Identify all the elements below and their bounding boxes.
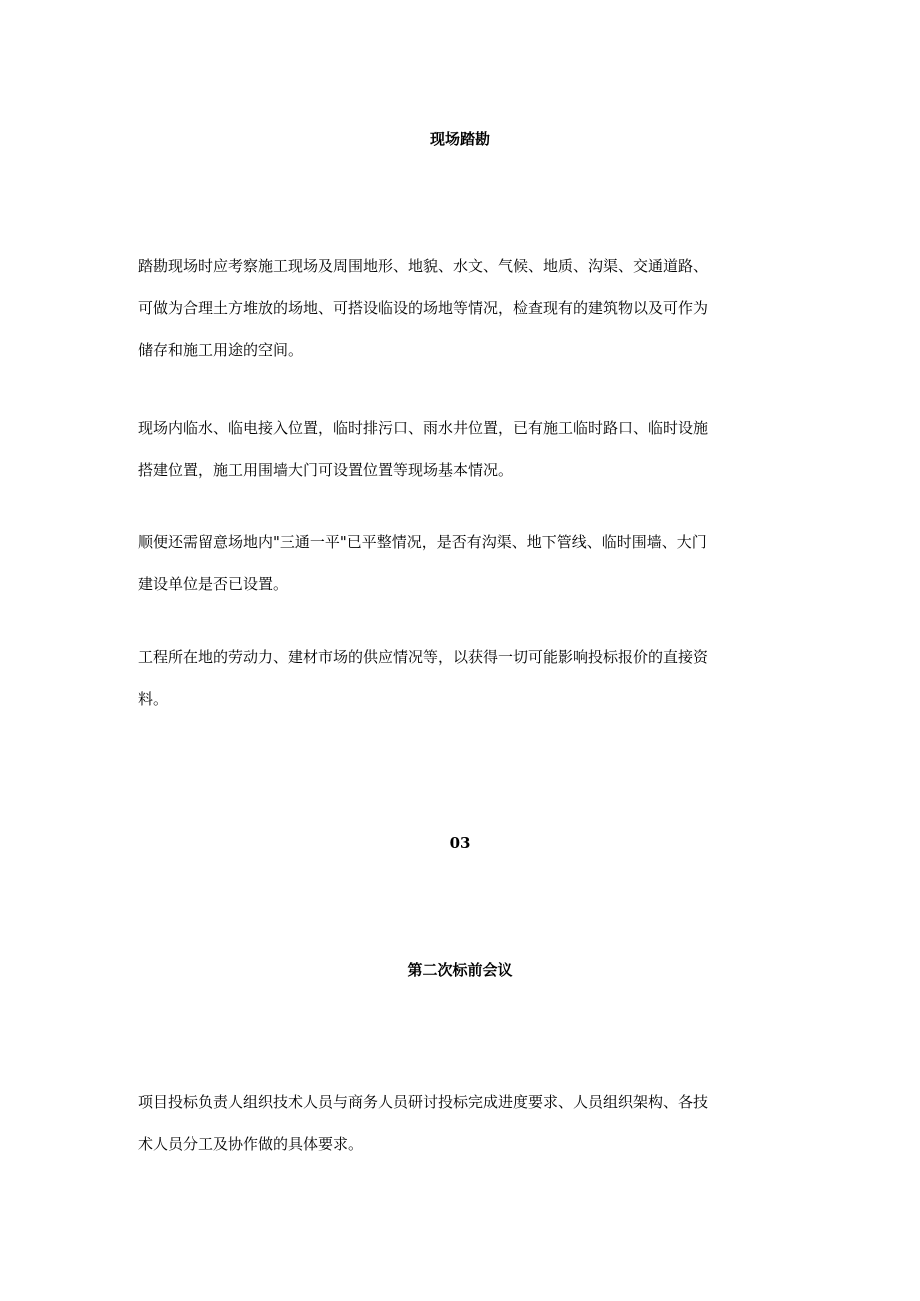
text-line: 术人员分工及协作做的具体要求。	[138, 1135, 364, 1153]
text-line: 踏勘现场时应考察施工现场及周围地形、地貌、水文、气候、地质、沟渠、交通道路、	[138, 257, 709, 275]
paragraph-utility-positions	[138, 407, 798, 491]
section-title-site-survey: 现场踏勘	[429, 130, 490, 148]
text-line: 储存和施工用途的空间。	[138, 341, 304, 359]
section-number: 03	[449, 834, 471, 852]
text-line: 建设单位是否已设置。	[138, 575, 289, 593]
section-title-second-prebid-meeting: 第二次标前会议	[407, 961, 513, 979]
text-line: 工程所在地的劳动力、建材市场的供应情况等，以获得一切可能影响投标报价的直接资	[138, 648, 709, 666]
paragraph-site-leveling	[138, 521, 798, 605]
paragraph-survey-scope	[138, 245, 798, 371]
text-line: 搭建位置，施工用围墙大门可设置位置等现场基本情况。	[138, 461, 514, 479]
paragraph-meeting-content	[138, 1081, 798, 1165]
text-line: 可做为合理土方堆放的场地、可搭设临设的场地等情况，检查现有的建筑物以及可作为	[138, 299, 709, 317]
paragraph-labor-materials	[138, 636, 798, 720]
text-line: 现场内临水、临电接入位置，临时排污口、雨水井位置，已有施工临时路口、临时设施	[138, 419, 709, 437]
text-line: 顺便还需留意场地内"三通一平"已平整情况，是否有沟渠、地下管线、临时围墙、大门	[138, 533, 707, 551]
text-line: 料。	[138, 690, 169, 708]
text-line: 项目投标负责人组织技术人员与商务人员研讨投标完成进度要求、人员组织架构、各技	[138, 1093, 709, 1111]
